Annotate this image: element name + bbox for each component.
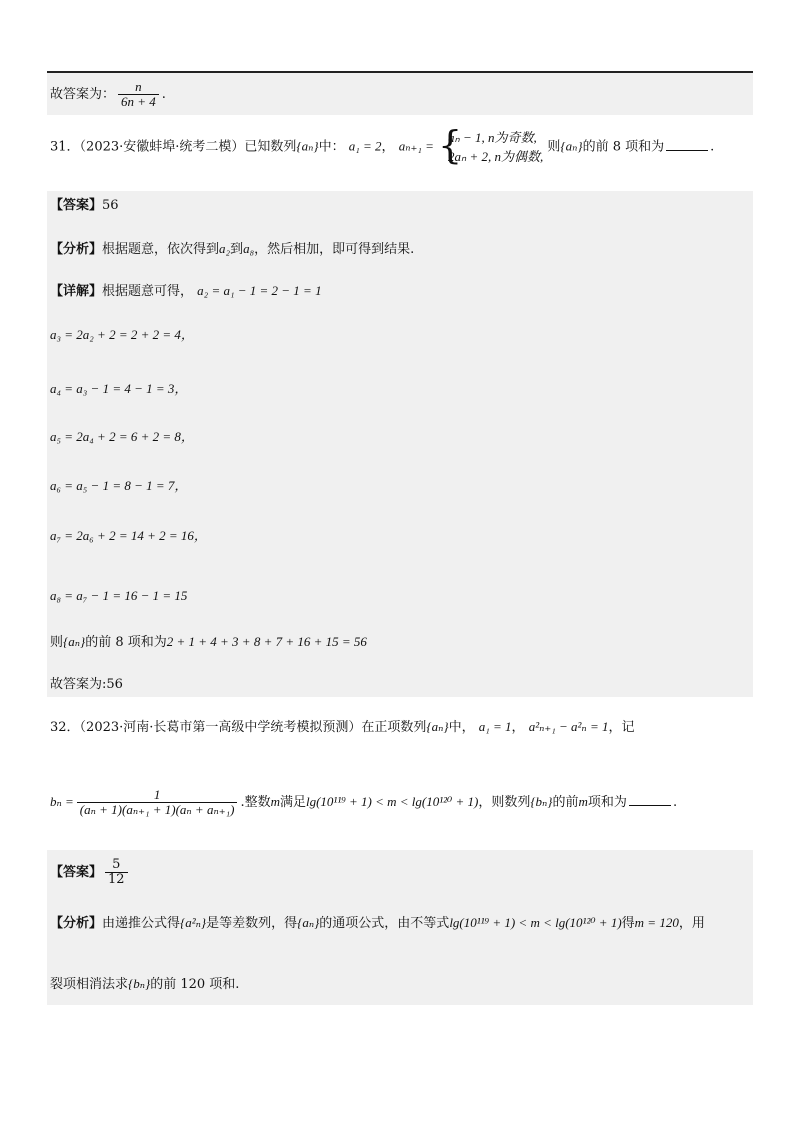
- recurrence-relation: a²ₙ₊₁ − a²ₙ = 1: [528, 719, 609, 734]
- answer-32: [50, 858, 131, 887]
- question-number: 32．: [50, 720, 80, 735]
- question-32: 32．（2023·河南·长葛市第一高级中学统考模拟预测）在正项数列{aₙ}中， a₁ = 1， a²ₙ₊₁ − a²ₙ = 1，记: [50, 719, 635, 735]
- step-a6: a₆ = a₅ − 1 = 8 − 1 = 7，: [50, 478, 188, 493]
- answer-fraction: $\frac{5}{12}$: [105, 858, 128, 887]
- prev-answer-line: 故答案为： $\frac{n}{6n + 4}$ .: [50, 79, 166, 109]
- detail-31: 【详解】根据题意可得， a₂ = a₁ − 1 = 2 − 1 = 1: [50, 283, 322, 299]
- piecewise-case-even: 2aₙ + 2, n为偶数,: [448, 149, 544, 164]
- answer-31: [50, 197, 119, 215]
- analysis-31: 【分析】根据题意，依次得到a₂到a₈，然后相加，即可得到结果.: [50, 241, 415, 257]
- answer-blank: [666, 150, 708, 151]
- step-a8: a₈ = a₇ − 1 = 16 − 1 = 15: [50, 588, 188, 603]
- detail-tag: 【详解】: [50, 284, 103, 299]
- step-a7: a₇ = 2a₆ + 2 = 14 + 2 = 16，: [50, 528, 207, 543]
- fraction-numerator: n: [118, 80, 159, 95]
- question-32-line2: bₙ = $\frac{1}{\text{(aₙ + 1)(aₙ₊₁ + 1)(aₙ + aₙ₊₁)}}$ .整数m满足lg(10¹¹⁹ + 1) < m < lg(10¹²⁰ + 1)，则数列{bₙ}的前m项和为 .: [50, 787, 678, 817]
- piecewise-case-odd: aₙ − 1, n为奇数,: [448, 130, 537, 145]
- prev-answer-fraction: [118, 80, 159, 109]
- prev-answer-label: 故答案为：: [50, 87, 116, 102]
- question-source: （2023·安徽蚌埠·统考二模）: [79, 139, 245, 155]
- piecewise-definition: { aₙ − 1, n为奇数, 2aₙ + 2, n为偶数,: [438, 123, 544, 167]
- fraction-denominator: 6n + 4: [121, 94, 156, 109]
- analysis-tag: 【分析】: [50, 242, 103, 257]
- sum-31: 则{aₙ}的前 8 项和为2 + 1 + 4 + 3 + 8 + 7 + 16 + 15 = 56: [50, 634, 367, 650]
- analysis-32: 【分析】由递推公式得{a²ₙ}是等差数列，得{aₙ}的通项公式，由不等式lg(10¹¹⁹ + 1) < m < lg(10¹²⁰ + 1)得m = 120，用: [50, 915, 705, 931]
- question-source: （2023·河南·长葛市第一高级中学统考模拟预测）: [79, 720, 362, 735]
- final-answer-31: 故答案为:56: [50, 677, 123, 692]
- question-number: 31．: [50, 139, 80, 155]
- step-a4: a₄ = a₃ − 1 = 4 − 1 = 3，: [50, 381, 188, 396]
- recurrence-lhs: aₙ₊₁ =: [398, 138, 434, 154]
- analysis-tag: 【分析】: [50, 916, 103, 931]
- analysis-32-line2: 裂项相消法求{bₙ}的前 120 项和.: [50, 976, 240, 992]
- step-a5: a₅ = 2a₄ + 2 = 6 + 2 = 8，: [50, 429, 194, 444]
- answer-tag: 【答案】: [50, 865, 103, 880]
- inequality: lg(10¹¹⁹ + 1) < m < lg(10¹²⁰ + 1): [305, 794, 479, 809]
- answer-blank: [629, 805, 671, 806]
- answer-value: 56: [102, 198, 119, 213]
- question-31: 31．（2023·安徽蚌埠·统考二模）已知数列{aₙ}中： a₁ = 2， aₙ₊₁ = { aₙ − 1, n为奇数, 2aₙ + 2, n为偶数, 则{aₙ}的前 8 项和为 .: [50, 123, 715, 167]
- sum-expression: 2 + 1 + 4 + 3 + 8 + 7 + 16 + 15 = 56: [166, 634, 367, 649]
- answer-tag: 【答案】: [50, 198, 103, 213]
- step-a3: a₃ = 2a₂ + 2 = 2 + 2 = 4，: [50, 327, 194, 342]
- bn-fraction: $\frac{1}{\text{(aₙ + 1)(aₙ₊₁ + 1)(aₙ + aₙ₊₁)}}$: [77, 788, 238, 817]
- step-a2: a₂ = a₁ − 1 = 2 − 1 = 1: [197, 283, 322, 298]
